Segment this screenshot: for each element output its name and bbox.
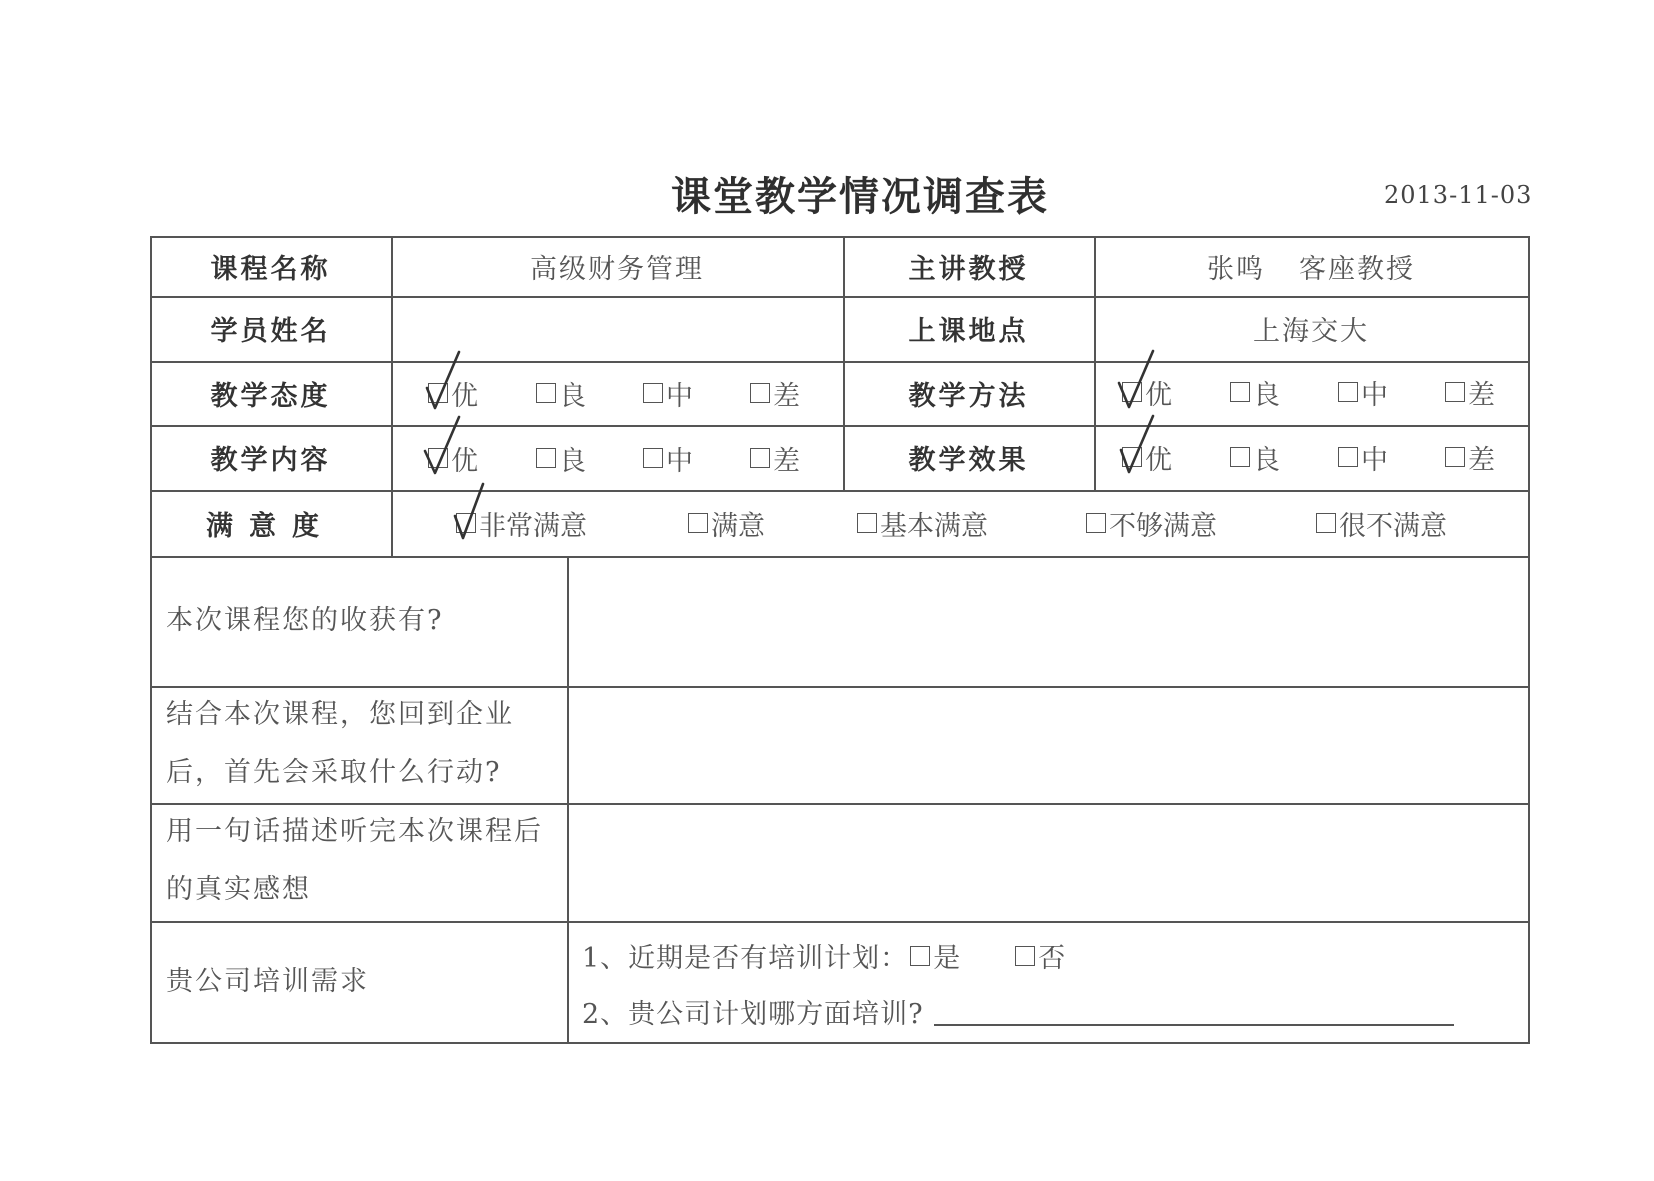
method-option-average[interactable]: 中 [1338,372,1388,412]
checkmark-icon [1117,347,1163,411]
lecturer-name: 张鸣 [1207,253,1265,285]
question-actions: 结合本次课程，您回到企业后，首先会采取什么行动? [166,699,514,788]
attitude-option-poor[interactable]: 差 [750,373,800,413]
satisfaction-label: 满意度 [206,510,335,542]
checkbox-checked[interactable] [456,513,476,533]
method-option-excellent[interactable]: 优 [1122,372,1172,412]
checkbox[interactable] [536,448,556,468]
effect-option-poor[interactable]: 差 [1445,437,1495,477]
content-option-poor[interactable]: 差 [750,438,800,478]
checkbox[interactable] [643,448,663,468]
training-area-input[interactable] [934,998,1454,1026]
question-gains: 本次课程您的收获有? [166,605,444,636]
checkbox[interactable] [1445,382,1465,402]
satisfaction-option-very-satisfied[interactable]: 非常满意 [456,503,587,543]
form-date: 2013-11-03 [1384,181,1533,209]
teaching-content-label: 教学内容 [210,445,331,476]
effect-option-average[interactable]: 中 [1338,437,1388,477]
attitude-option-average[interactable]: 中 [643,373,693,413]
checkbox[interactable] [1230,382,1250,402]
method-option-good[interactable]: 良 [1230,372,1280,412]
checkbox[interactable] [1445,447,1465,467]
checkbox[interactable] [1230,447,1250,467]
checkbox[interactable] [1338,382,1358,402]
checkmark-icon [1117,412,1163,476]
checkbox-no[interactable] [1015,946,1035,966]
course-name-value: 高级财务管理 [530,253,704,285]
satisfaction-option-basically-satisfied[interactable]: 基本满意 [857,503,988,543]
checkbox-checked[interactable] [1122,382,1142,402]
checkbox[interactable] [750,383,770,403]
checkbox-checked[interactable] [428,383,448,403]
checkmark-icon [451,478,497,542]
effect-option-excellent[interactable]: 优 [1122,437,1172,477]
answer-actions-field[interactable] [569,688,1528,803]
teaching-method-label: 教学方法 [908,380,1029,412]
form-title: 课堂教学情况调查表 [671,174,1049,220]
grid-line [150,1042,1530,1044]
location-value: 上海交大 [1253,316,1369,347]
content-option-average[interactable]: 中 [643,438,693,478]
attitude-option-good[interactable]: 良 [536,373,586,413]
survey-form [150,236,1530,1044]
location-label: 上课地点 [908,316,1029,347]
checkbox-checked[interactable] [1122,447,1142,467]
satisfaction-option-satisfied[interactable]: 满意 [688,503,765,543]
training-needs-label: 贵公司培训需求 [166,966,369,997]
checkbox[interactable] [688,513,708,533]
training-area-question: 2、贵公司计划哪方面培训? [582,992,1454,1031]
lecturer-label: 主讲教授 [908,253,1029,285]
checkbox-yes[interactable] [910,946,930,966]
question-feeling: 用一句话描述听完本次课程后的真实感想 [166,816,543,905]
checkbox[interactable] [750,448,770,468]
checkbox[interactable] [1316,513,1336,533]
teaching-attitude-label: 教学态度 [210,380,331,412]
checkbox[interactable] [857,513,877,533]
satisfaction-option-not-satisfied[interactable]: 不够满意 [1086,503,1217,543]
satisfaction-option-very-dissatisfied[interactable]: 很不满意 [1316,503,1447,543]
grid-line [150,921,1530,923]
checkbox[interactable] [536,383,556,403]
attitude-option-excellent[interactable]: 优 [428,373,478,413]
student-name-label: 学员姓名 [210,316,331,347]
checkbox-checked[interactable] [428,448,448,468]
lecturer-title: 客座教授 [1299,253,1415,285]
checkbox[interactable] [1086,513,1106,533]
checkbox[interactable] [643,383,663,403]
lecturer-value [1094,236,1528,296]
checkmark-icon [423,413,469,477]
answer-gains-field[interactable] [569,558,1528,686]
content-option-excellent[interactable]: 优 [428,438,478,478]
teaching-effect-label: 教学效果 [908,445,1029,476]
checkbox[interactable] [1338,447,1358,467]
content-option-good[interactable]: 良 [536,438,586,478]
course-name-label: 课程名称 [210,253,331,285]
checkmark-icon [423,348,469,412]
training-plan-question: 1、近期是否有培训计划： 是 否 [582,943,1067,974]
grid-line [1528,236,1530,1044]
effect-option-good[interactable]: 良 [1230,437,1280,477]
answer-feeling-field[interactable] [569,805,1528,921]
method-option-poor[interactable]: 差 [1445,372,1495,412]
